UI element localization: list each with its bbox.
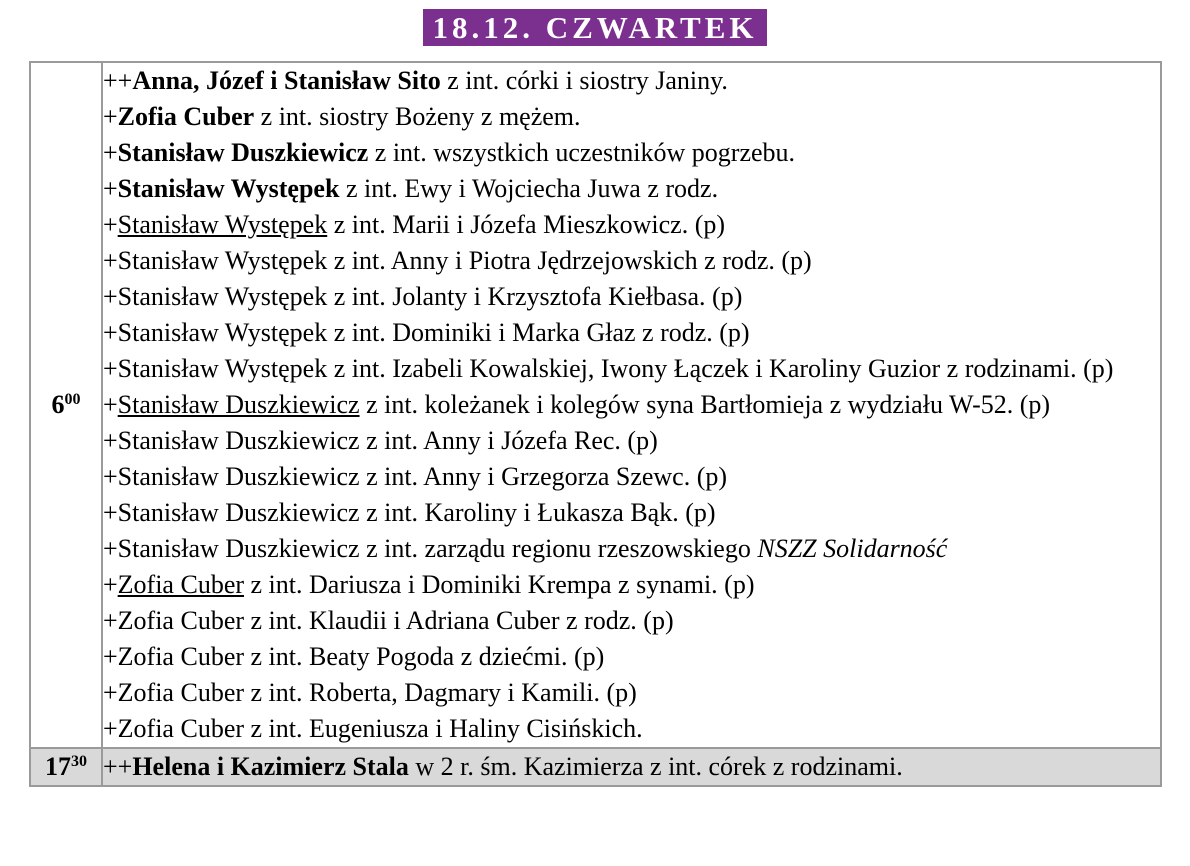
intention-entry: +Zofia Cuber z int. Beaty Pogoda z dziećmi. (p) [103,642,605,671]
intention-entry: +Stanisław Występek z int. Jolanty i Krzysztofa Kiełbasa. (p) [103,282,743,311]
deceased-name: Stanisław Duszkiewicz [117,138,369,167]
intention-entry: ++Anna, Józef i Stanisław Sito z int. córki i siostry Janiny. [103,66,728,95]
deceased-name: Zofia Cuber [117,102,255,131]
time-cell [30,62,102,748]
organization-name: NSZZ Solidarność [757,534,948,563]
intention-entry: +Stanisław Duszkiewicz z int. koleżanek i kolegów syna Bartłomieja z wydziału W-52. (p) [103,390,1051,419]
deceased-name: Stanisław Występek [117,318,328,347]
intention-entry: +Stanisław Występek z int. Dominiki i Marka Głaz z rodz. (p) [103,318,750,347]
intention-entry: +Stanisław Duszkiewicz z int. wszystkich uczestników pogrzebu. [103,138,796,167]
deceased-name: Stanisław Występek [117,354,328,383]
deceased-name: Zofia Cuber [117,642,245,671]
time-hour: 6 [51,390,65,419]
deceased-name: Zofia Cuber [117,570,245,599]
intention-entry: +Stanisław Duszkiewicz z int. Anny i Józefa Rec. (p) [103,426,658,455]
intention-entry: +Stanisław Duszkiewicz z int. zarządu regionu rzeszowskiego NSZZ Solidarność [103,534,948,563]
intention-entry: +Zofia Cuber z int. siostry Bożeny z mężem. [103,102,581,131]
time-minutes: 30 [71,753,87,770]
deceased-name: Zofia Cuber [117,606,245,635]
deceased-name: Stanisław Duszkiewicz [117,426,360,455]
deceased-name: Stanisław Występek [117,174,340,203]
deceased-name: Zofia Cuber [117,714,245,743]
time-minutes: 00 [64,391,81,408]
intention-entry: +Stanisław Występek z int. Ewy i Wojciecha Juwa z rodz. [103,174,719,203]
intention-entry: +Zofia Cuber z int. Roberta, Dagmary i Kamili. (p) [103,678,637,707]
intention-entry: +Stanisław Występek z int. Marii i Józefa Mieszkowicz. (p) [103,210,726,239]
intention-entry: +Stanisław Występek z int. Izabeli Kowalskiej, Iwony Łączek i Karoliny Guzior z rodzinami. (p) [103,354,1114,383]
mass-schedule-table [29,61,1162,787]
intentions-cell [102,748,1161,786]
deceased-name: Zofia Cuber [117,678,245,707]
intention-entry: +Stanisław Duszkiewicz z int. Karoliny i Łukasza Bąk. (p) [103,498,716,527]
deceased-name: Stanisław Duszkiewicz [117,534,360,563]
deceased-name: Helena i Kazimierz Stala [132,752,409,781]
intention-entry: +Stanisław Występek z int. Anny i Piotra Jędrzejowskich z rodz. (p) [103,246,812,275]
day-title: 18.12. CZWARTEK [423,9,766,46]
intention-entry: +Zofia Cuber z int. Dariusza i Dominiki Krempa z synami. (p) [103,570,755,599]
schedule-row-1730 [30,748,1161,786]
time-hour: 17 [45,752,71,781]
intention-entry: +Zofia Cuber z int. Eugeniusza i Haliny Cisińskich. [103,714,643,743]
deceased-name: Stanisław Występek [117,246,328,275]
deceased-name: Stanisław Duszkiewicz [117,462,360,491]
deceased-name: Anna, Józef i Stanisław Sito [132,66,441,95]
deceased-name: Stanisław Występek [117,282,328,311]
deceased-name: Stanisław Duszkiewicz [117,390,360,419]
time-cell [30,748,102,786]
intentions-cell [102,62,1161,748]
intention-entry: +Stanisław Duszkiewicz z int. Anny i Grzegorza Szewc. (p) [103,462,728,491]
schedule-row-0600 [30,62,1161,748]
intention-entry: ++Helena i Kazimierz Stala w 2 r. śm. Kazimierza z int. córek z rodzinami. [103,752,903,781]
deceased-name: Stanisław Występek [117,210,328,239]
deceased-name: Stanisław Duszkiewicz [117,498,360,527]
intention-entry: +Zofia Cuber z int. Klaudii i Adriana Cuber z rodz. (p) [103,606,674,635]
